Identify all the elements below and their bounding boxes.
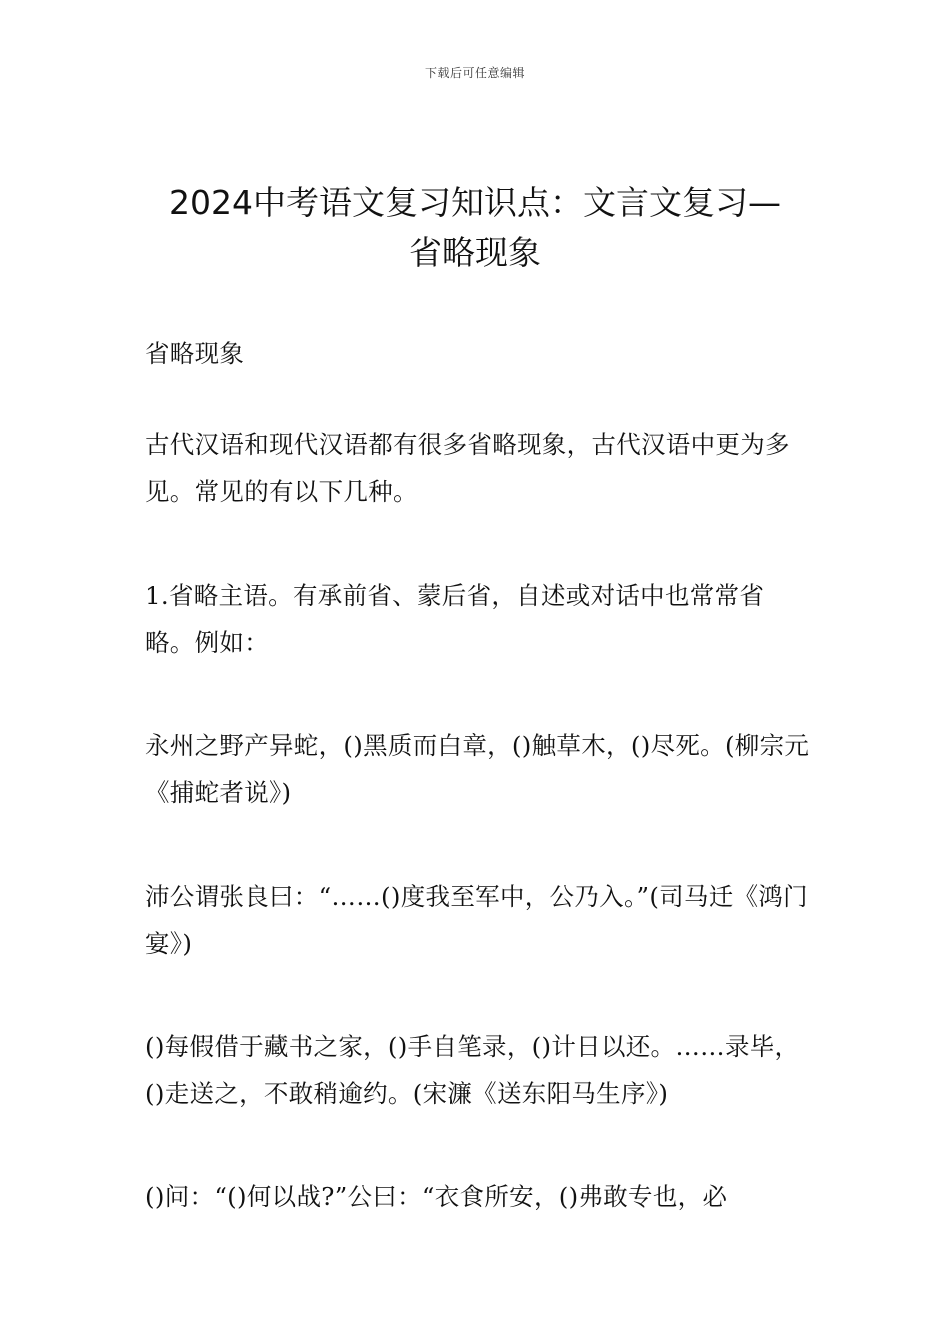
paragraph-example-2: 沛公谓张良曰：“……()度我至军中，公乃入。”(司马迁《鸿门宴》) bbox=[145, 882, 808, 958]
paragraph-item-1: 1.省略主语。有承前省、蒙后省，自述或对话中也常常省略。例如： bbox=[145, 581, 765, 657]
paragraph-example-4: ()问：“()何以战?”公曰：“衣食所安，()弗敢专也，必 bbox=[145, 1182, 728, 1211]
header-note: 下载后可任意编辑 bbox=[424, 66, 525, 80]
document-title bbox=[120, 178, 830, 278]
section-heading: 省略现象 bbox=[145, 339, 245, 368]
title-line-2: 省略现象 bbox=[409, 233, 541, 272]
title-line-1: 2024中考语文复习知识点：文言文复习— bbox=[169, 183, 781, 222]
paragraph-example-3: ()每假借于藏书之家，()手自笔录，()计日以还。……录毕，()走送之，不敢稍逾约。(宋濂《送东阳马生序》) bbox=[145, 1032, 800, 1108]
paragraph-example-1: 永州之野产异蛇，()黑质而白章，()触草木，()尽死。(柳宗元《捕蛇者说》) bbox=[145, 731, 810, 807]
paragraph-intro: 古代汉语和现代汉语都有很多省略现象，古代汉语中更为多见。常见的有以下几种。 bbox=[145, 430, 790, 506]
